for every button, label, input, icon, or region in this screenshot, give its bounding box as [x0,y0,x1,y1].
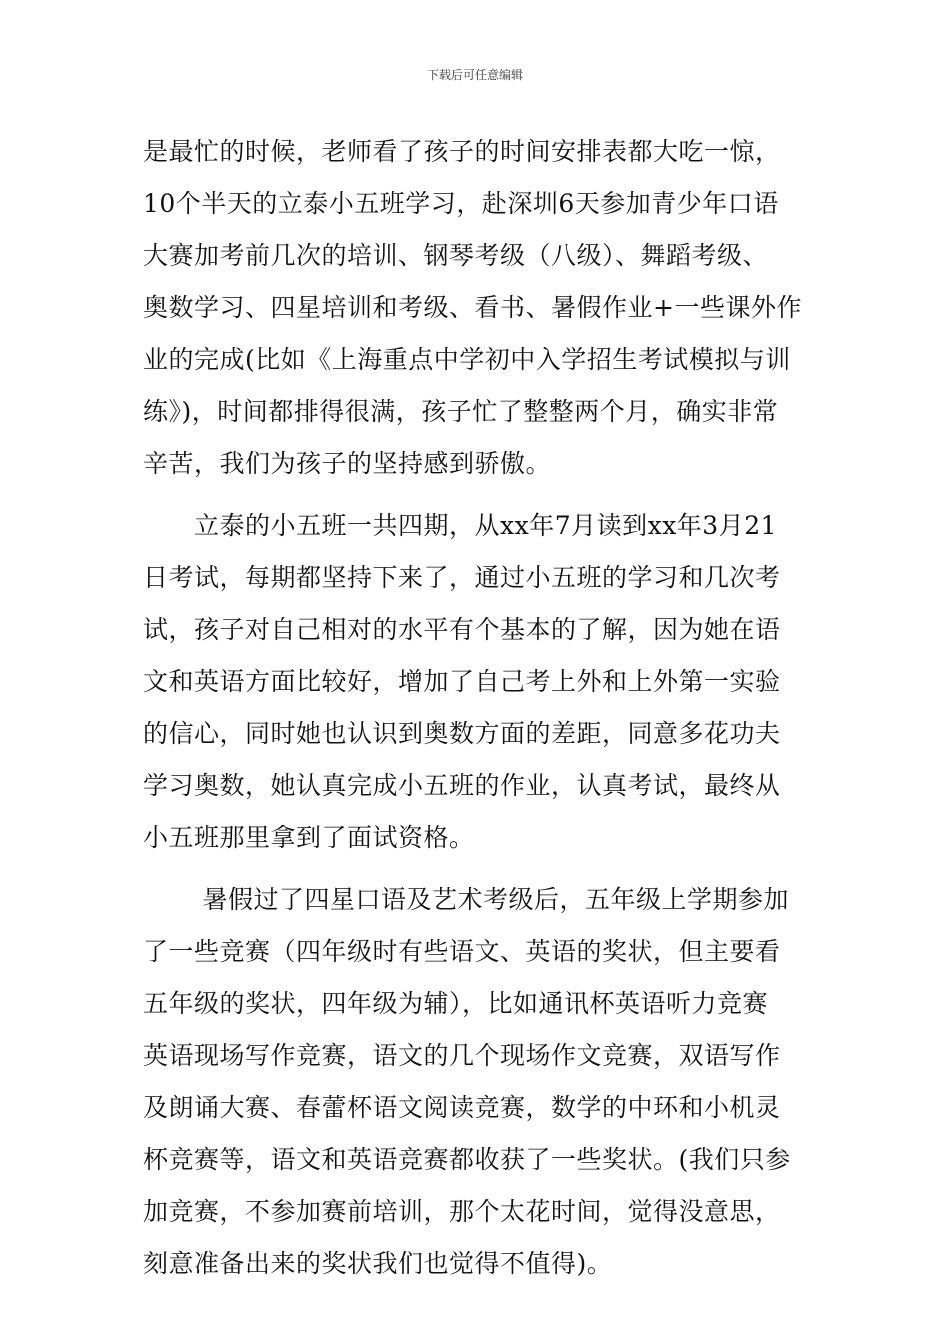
text-line: 加竞赛，不参加赛前培训，那个太花时间，觉得没意思， [143,1197,781,1226]
document-body [143,126,833,1290]
text-line: 试，孩子对自己相对的水平有个基本的了解，因为她在语 [143,615,781,644]
text-line: 暑假过了四星口语及艺术考级后，五年级上学期参加 [143,885,789,914]
text-line: 10个半天的立泰小五班学习，赴深圳6天参加青少年口语 [143,189,779,218]
page-header: 下载后可任意编辑 [426,68,523,82]
text-line: 是最忙的时候，老师看了孩子的时间安排表都大吃一惊， [143,137,781,166]
text-line: 立泰的小五班一共四期，从xx年7月读到xx年3月21 [143,511,778,540]
paragraph-3 [143,874,833,1290]
text-line: 日考试，每期都坚持下来了，通过小五班的学习和几次考 [143,563,781,592]
text-line: 了一些竞赛（四年级时有些语文、英语的奖状，但主要看 [143,937,781,966]
text-line: 英语现场写作竞赛，语文的几个现场作文竞赛，双语写作 [143,1041,781,1070]
text-line: 奥数学习、四星培训和考级、看书、暑假作业+一些课外作 [143,293,802,322]
text-line: 小五班那里拿到了面试资格。 [143,823,475,852]
text-line: 五年级的奖状，四年级为辅），比如通讯杯英语听力竞赛 [143,989,769,1018]
text-line: 刻意准备出来的奖状我们也觉得不值得)。 [143,1249,613,1278]
text-line: 练》)，时间都排得很满，孩子忙了整整两个月，确实非常 [143,397,779,426]
text-line: 辛苦，我们为孩子的坚持感到骄傲。 [143,449,552,478]
text-line: 大赛加考前几次的培训、钢琴考级（八级）、舞蹈考级、 [143,241,769,270]
paragraph-spacer [143,490,833,500]
paragraph-1 [143,126,833,490]
text-line: 及朗诵大赛、春蕾杯语文阅读竞赛，数学的中环和小机灵 [143,1093,781,1122]
text-line: 杯竞赛等，语文和英语竞赛都收获了一些奖状。(我们只参 [143,1145,791,1174]
text-line: 学习奥数，她认真完成小五班的作业，认真考试，最终从 [143,771,781,800]
text-line: 的信心，同时她也认识到奥数方面的差距，同意多花功夫 [143,719,781,748]
paragraph-spacer [143,864,833,874]
paragraph-2 [143,500,833,864]
text-line: 业的完成(比如《上海重点中学初中入学招生考试模拟与训 [143,345,791,374]
text-line: 文和英语方面比较好，增加了自己考上外和上外第一实验 [143,667,781,696]
